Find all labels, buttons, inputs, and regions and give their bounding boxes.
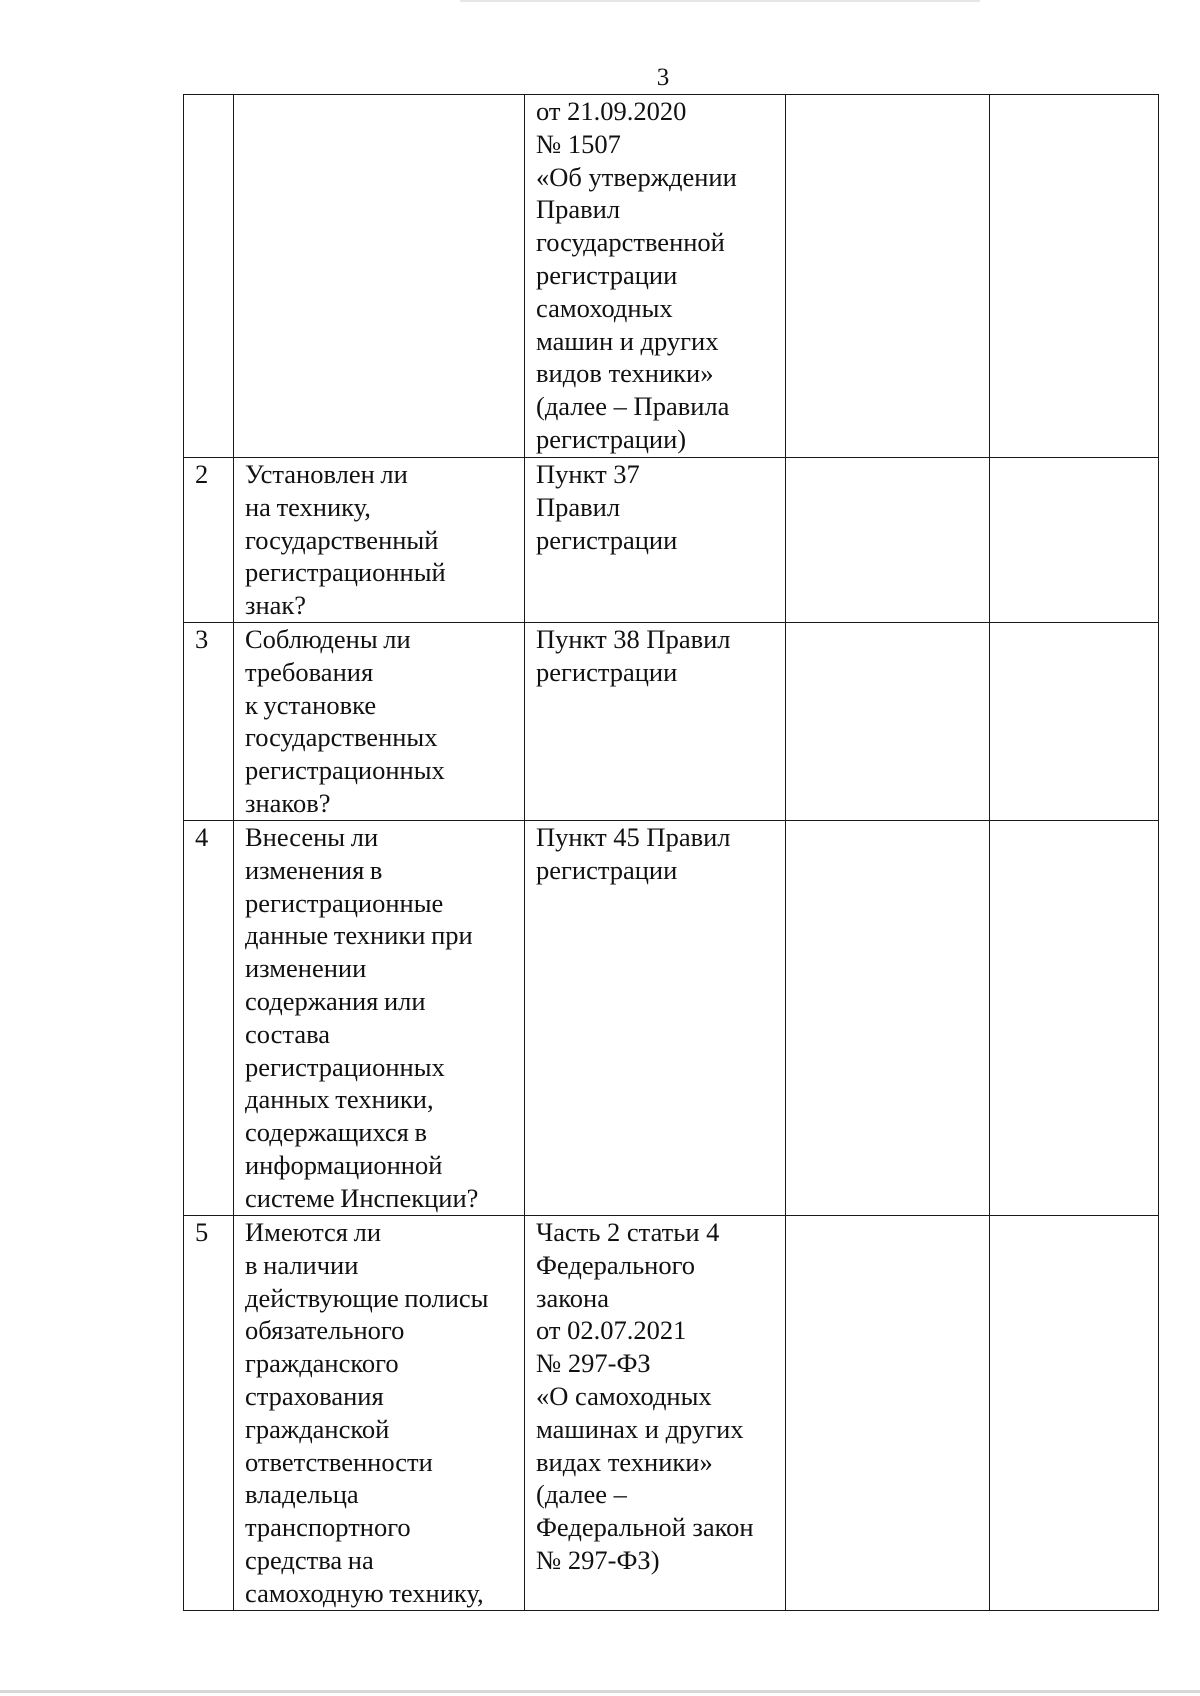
- question-cell: Соблюдены ли требования к установке государственных регистрационных знаков?: [234, 623, 525, 821]
- answer-cell[interactable]: [786, 1216, 990, 1611]
- legal-basis-cell: Пункт 45 Правил регистрации: [525, 821, 786, 1216]
- note-cell[interactable]: [990, 458, 1159, 623]
- table-row: [184, 458, 1159, 623]
- answer-cell[interactable]: [786, 95, 990, 458]
- table-row: [184, 821, 1159, 1216]
- legal-basis-cell: Часть 2 статьи 4 Федерального закона от 02.07.2021 № 297-ФЗ «О самоходных машинах и других видах техники» (далее – Федеральной закон № 297-ФЗ): [525, 1216, 786, 1611]
- note-cell[interactable]: [990, 1216, 1159, 1611]
- row-number-cell: [184, 95, 234, 458]
- scan-artifact-top: [460, 0, 980, 2]
- row-number-cell: 3: [184, 623, 234, 821]
- note-cell[interactable]: [990, 95, 1159, 458]
- question-cell: Внесены ли изменения в регистрационные данные техники при изменении содержания или состава регистрационных данных техники, содержащихся в информационной системе Инспекции?: [234, 821, 525, 1216]
- answer-cell[interactable]: [786, 821, 990, 1216]
- row-number-cell: 4: [184, 821, 234, 1216]
- note-cell[interactable]: [990, 821, 1159, 1216]
- question-cell: Установлен ли на технику, государственный регистрационный знак?: [234, 458, 525, 623]
- answer-cell[interactable]: [786, 623, 990, 821]
- answer-cell[interactable]: [786, 458, 990, 623]
- scan-artifact-bottom: [0, 1690, 1200, 1693]
- row-number-cell: 5: [184, 1216, 234, 1611]
- table-row: [184, 1216, 1159, 1611]
- legal-basis-cell: Пункт 37 Правил регистрации: [525, 458, 786, 623]
- table-row: [184, 95, 1159, 458]
- legal-basis-cell: от 21.09.2020 № 1507 «Об утверждении Правил государственной регистрации самоходных машин и других видов техники» (далее – Правила регистрации): [525, 95, 786, 458]
- row-number-cell: 2: [184, 458, 234, 623]
- checklist-table: [183, 94, 1159, 1611]
- question-cell: Имеются ли в наличии действующие полисы обязательного гражданского страхования гражданской ответственности владельца транспортного средства на самоходную технику,: [234, 1216, 525, 1611]
- table-row: [184, 623, 1159, 821]
- page-number: 3: [656, 64, 670, 91]
- note-cell[interactable]: [990, 623, 1159, 821]
- legal-basis-cell: Пункт 38 Правил регистрации: [525, 623, 786, 821]
- question-cell: [234, 95, 525, 458]
